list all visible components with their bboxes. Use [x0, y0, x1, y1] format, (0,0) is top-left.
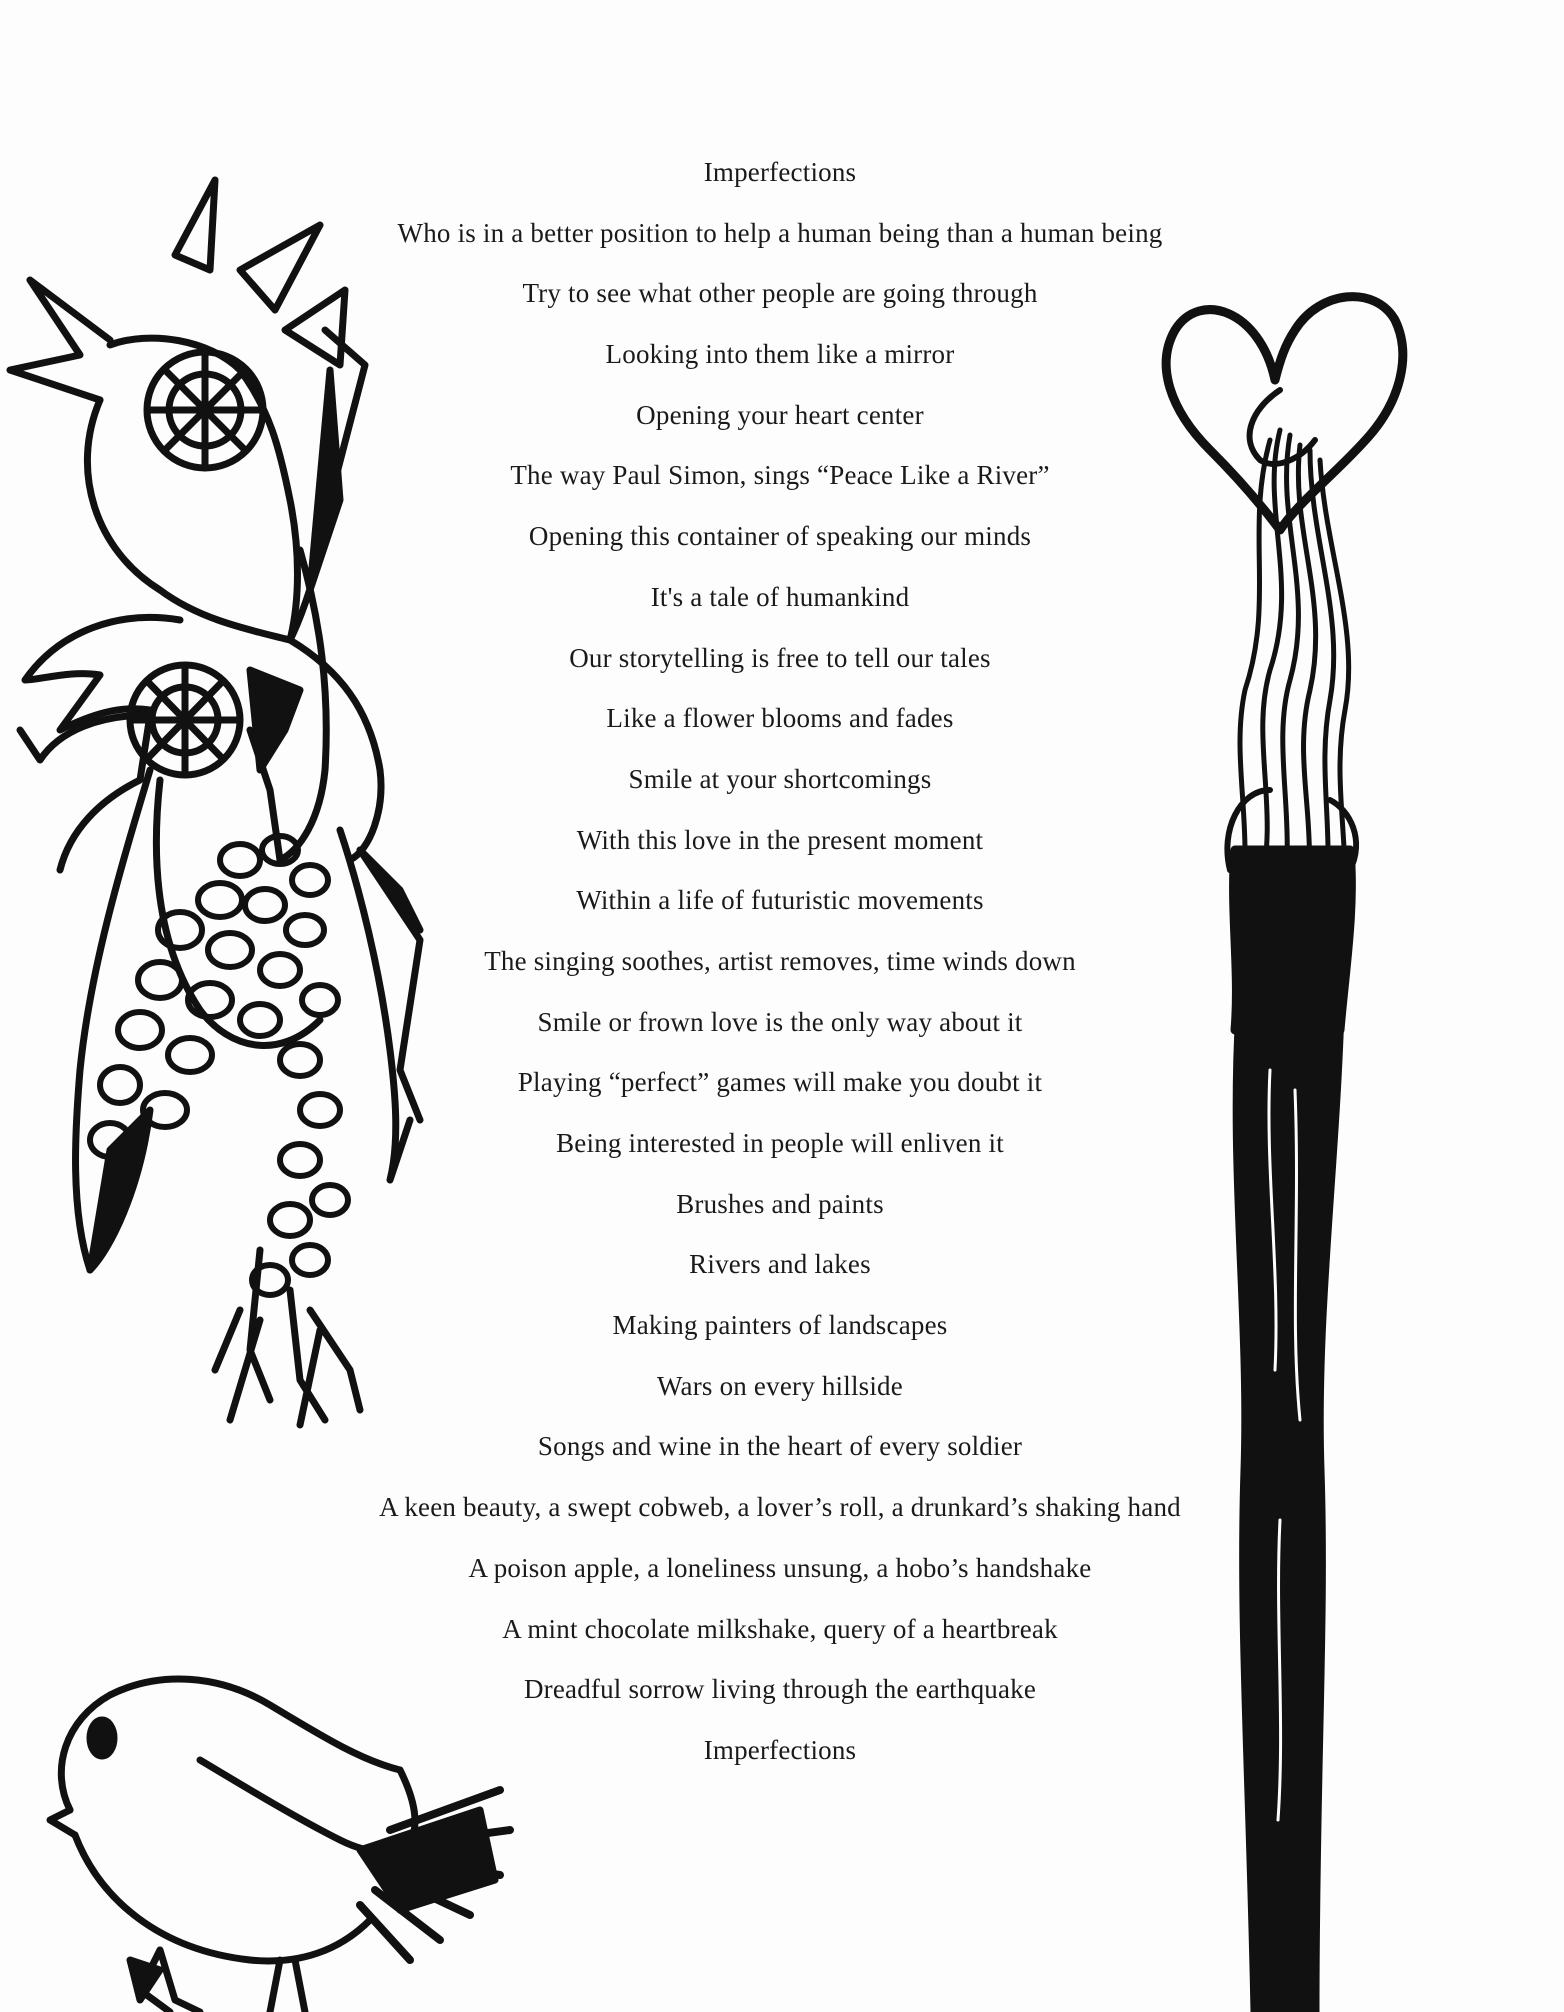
poem-title: Imperfections — [703, 157, 857, 187]
poem-line: Rivers and lakes — [689, 1249, 871, 1280]
poem-line: Brushes and paints — [676, 1188, 884, 1219]
poem-line: A mint chocolate milkshake, query of a heartbreak — [502, 1613, 1058, 1644]
poem-line: Smile or frown love is the only way about it — [537, 1006, 1023, 1037]
poem-line: Like a flower blooms and fades — [606, 703, 954, 734]
poem-line: The way Paul Simon, sings “Peace Like a River” — [510, 460, 1050, 491]
poem-line: Looking into them like a mirror — [605, 339, 955, 370]
poem-line: Being interested in people will enliven it — [556, 1128, 1004, 1158]
poem-line: Within a life of futuristic movements — [576, 885, 984, 916]
poem-line: Wars on every hillside — [657, 1370, 903, 1401]
poem-line: Opening your heart center — [636, 399, 924, 430]
poem-line: Opening this container of speaking our minds — [528, 521, 1032, 552]
poem-line: Songs and wine in the heart of every soldier — [537, 1431, 1023, 1462]
poem-line: Our storytelling is free to tell our tales — [569, 642, 991, 673]
poem-line: The singing soothes, artist removes, time winds down — [484, 945, 1076, 976]
poem-line: A poison apple, a loneliness unsung, a hobo’s handshake — [468, 1552, 1092, 1583]
poem-line: With this love in the present moment — [576, 824, 984, 855]
poem-line: Smile at your shortcomings — [628, 763, 932, 794]
poem-line: Who is in a better position to help a human being than a human being — [397, 217, 1163, 248]
poem-line: Playing “perfect” games will make you doubt it — [517, 1067, 1043, 1098]
poem-closing: Imperfections — [703, 1734, 857, 1765]
poem-line: A keen beauty, a swept cobweb, a lover’s roll, a drunkard’s shaking hand — [379, 1492, 1181, 1523]
poem-line: Try to see what other people are going through — [522, 278, 1038, 309]
poem-line: Dreadful sorrow living through the earthquake — [523, 1674, 1037, 1705]
poem-line: Making painters of landscapes — [612, 1310, 948, 1341]
poem-line: It's a tale of humankind — [650, 581, 910, 612]
poem-text — [280, 142, 1280, 1781]
